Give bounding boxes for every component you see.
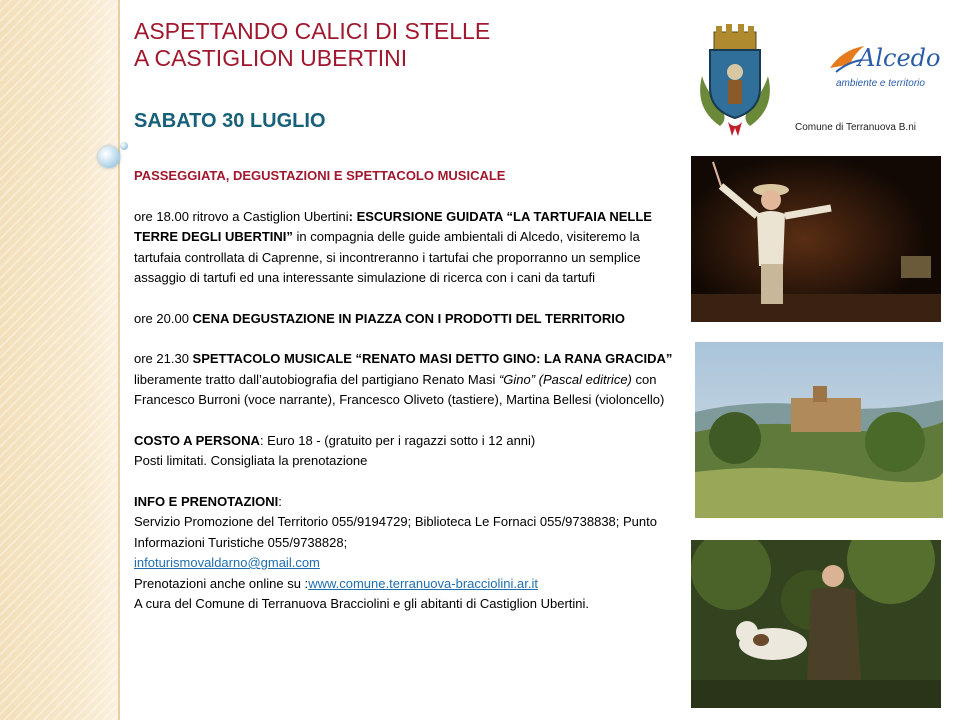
dinner-time: ore 20.00 xyxy=(134,310,193,326)
show-highlight: SPETTACOLO MUSICALE “RENATO MASI DETTO GINO: LA RANA GRACIDA” xyxy=(192,351,673,366)
section-info-heading xyxy=(134,492,690,513)
spacer xyxy=(134,329,690,349)
show-body-2: con Francesco Burroni (voce narrante), Francesco Oliveto (tastiere), Martina Bellesi (violoncello) xyxy=(134,371,665,407)
info-email-line xyxy=(134,553,690,574)
spacer xyxy=(134,187,690,207)
spacer xyxy=(134,472,690,492)
show-body-1: liberamente tratto dall’autobiografia del partigiano Renato Masi xyxy=(134,371,499,387)
info-phones: Servizio Promozione del Territorio 055/9194729; Biblioteca Le Fornaci 055/9738838; Punto Informazioni Turistiche 055/9738828; xyxy=(134,514,657,550)
section-excursion xyxy=(134,207,690,289)
decorative-side-band xyxy=(0,0,118,720)
section-dinner xyxy=(134,309,696,330)
cost-label: COSTO A PERSONA xyxy=(134,432,260,448)
section-cost xyxy=(134,431,690,452)
event-subtitle: PASSEGGIATA, DEGUSTAZIONI E SPETTACOLO MUSICALE xyxy=(134,168,506,183)
info-colon: : xyxy=(278,493,282,509)
excursion-time: ore 18.00 ritrovo a Castiglion Ubertini xyxy=(134,208,349,224)
page-title xyxy=(134,18,490,72)
municipal-crest-icon xyxy=(690,18,780,138)
comune-caption: Comune di Terranuova B.ni xyxy=(795,122,916,133)
cost-note: Posti limitati. Consigliata la prenotazione xyxy=(134,453,368,468)
event-description xyxy=(134,166,690,615)
title-line-2: A CASTIGLION UBERTINI xyxy=(134,45,408,71)
alcedo-tagline: ambiente e territorio xyxy=(836,78,925,89)
dinner-highlight: CENA DEGUSTAZIONE IN PIAZZA CON I PRODOTTI DEL TERRITORIO xyxy=(192,310,625,326)
info-online-line xyxy=(134,574,690,595)
theater-performer-photo xyxy=(691,156,941,322)
show-book: “Gino” (Pascal editrice) xyxy=(498,371,632,387)
excursion-body: in compagnia delle guide ambientali di Alcedo, visiteremo la tartufaia controllata di Caprenne, si incontreranno i tartufai che proporranno un semplice assaggio di tartufi ed una interessante simulazione di ricerca con i cani da tartufi xyxy=(134,229,641,285)
email-link[interactable]: infoturismovaldarno@gmail.com xyxy=(134,555,320,570)
bubble-ornament-large xyxy=(98,146,120,168)
website-link[interactable]: www.comune.terranuova-bracciolini.ar.it xyxy=(308,575,538,591)
excursion-colon: : xyxy=(348,208,357,224)
show-time: ore 21.30 xyxy=(134,351,193,366)
title-line-1: ASPETTANDO CALICI DI STELLE xyxy=(134,18,491,44)
alcedo-brand: Alcedo xyxy=(858,44,941,72)
spacer xyxy=(134,411,690,431)
alcedo-logo xyxy=(828,38,941,94)
section-show xyxy=(134,349,690,411)
side-band-rule xyxy=(118,0,120,720)
truffle-hunter-photo xyxy=(691,540,941,708)
village-landscape-photo xyxy=(695,342,943,518)
cost-text: : Euro 18 - (gratuito per i ragazzi sotto i 12 anni) xyxy=(259,432,536,448)
event-date: SABATO 30 LUGLIO xyxy=(134,110,326,132)
info-credit: A cura del Comune di Terranuova Bracciolini e gli abitanti di Castiglion Ubertini. xyxy=(134,596,589,611)
online-prefix: Prenotazioni anche online su : xyxy=(134,575,309,591)
excursion-highlight: ESCURSIONE GUIDATA “LA TARTUFAIA NELLE TERRE DEGLI UBERTINI” xyxy=(134,208,652,244)
spacer xyxy=(134,289,690,309)
info-label: INFO E PRENOTAZIONI xyxy=(134,493,279,509)
bubble-ornament-small xyxy=(120,142,128,150)
